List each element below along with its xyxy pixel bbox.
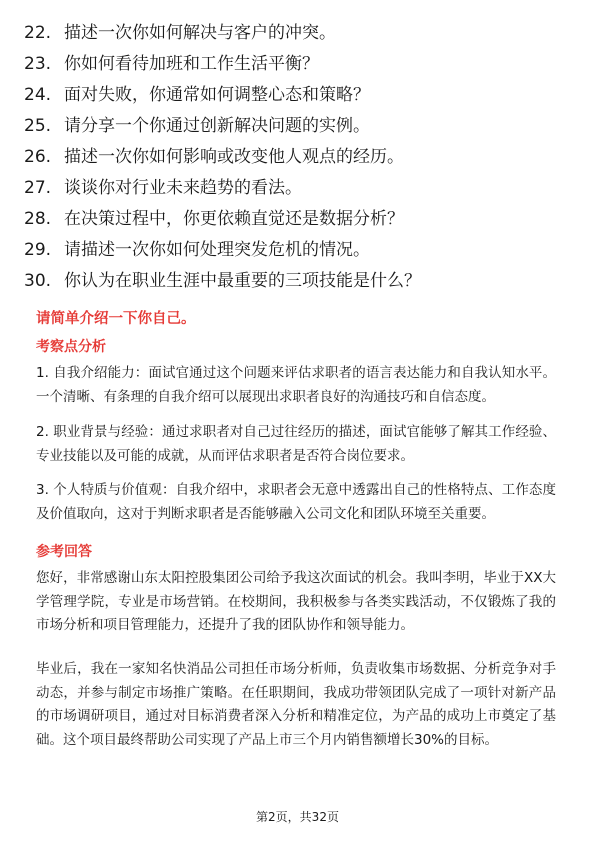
answer-heading: 参考回答: [36, 544, 92, 560]
intro-question-heading: 请简单介绍一下你自己。: [36, 311, 196, 327]
question-text: 谈谈你对行业未来趋势的看法。: [64, 178, 302, 198]
question-number: 29.: [24, 240, 52, 260]
question-item: [24, 146, 574, 177]
question-item: [24, 208, 574, 239]
question-number: 30.: [24, 271, 52, 291]
question-number: 24.: [24, 85, 52, 105]
question-item: [24, 84, 574, 115]
analysis-point: 3. 个人特质与价值观：自我介绍中，求职者会无意中透露出自己的性格特点、工作态度及价值取向，这对于判断求职者是否能够融入公司文化和团队环境至关重要。: [36, 482, 556, 522]
question-item: [24, 22, 574, 53]
question-item: [24, 53, 574, 84]
question-item: [24, 177, 574, 208]
question-text: 描述一次你如何解决与客户的冲突。: [64, 23, 336, 43]
question-text: 请分享一个你通过创新解决问题的实例。: [64, 116, 370, 136]
question-item: [24, 270, 574, 301]
question-text: 你认为在职业生涯中最重要的三项技能是什么？: [64, 271, 421, 291]
question-text: 在决策过程中，你更依赖直觉还是数据分析？: [64, 209, 404, 229]
question-number: 23.: [24, 54, 52, 74]
question-item: [24, 239, 574, 270]
question-text: 你如何看待加班和工作生活平衡？: [64, 54, 319, 74]
question-number: 28.: [24, 209, 52, 229]
question-text: 描述一次你如何影响或改变他人观点的经历。: [64, 147, 404, 167]
page-footer: 第2页，共32页: [256, 810, 339, 824]
question-item: [24, 115, 574, 146]
analysis-heading: 考察点分析: [36, 339, 106, 355]
analysis-point: 2. 职业背景与经验：通过求职者对自己过往经历的描述，面试官能够了解其工作经验、专业技能以及可能的成就，从而评估求职者是否符合岗位要求。: [36, 424, 556, 464]
question-text: 请描述一次你如何处理突发危机的情况。: [64, 240, 370, 260]
question-number: 25.: [24, 116, 52, 136]
question-number: 26.: [24, 147, 52, 167]
answer-paragraph: 您好，非常感谢山东太阳控股集团公司给予我这次面试的机会。我叫李明，毕业于XX大学管理学院，专业是市场营销。在校期间，我积极参与各类实践活动，不仅锻炼了我的市场分析和项目管理能力，还提升了我的团队协作和领导能力。: [36, 570, 556, 633]
answer-paragraph: 毕业后，我在一家知名快消品公司担任市场分析师，负责收集市场数据、分析竞争对手动态，并参与制定市场推广策略。在任职期间，我成功带领团队完成了一项针对新产品的市场调研项目，通过对目标消费者深入分析和精准定位，为产品的成功上市奠定了基础。这个项目最终帮助公司实现了产品上市三个月内销售额增长30%的目标。: [36, 661, 556, 748]
question-number: 27.: [24, 178, 52, 198]
question-list: [24, 22, 574, 301]
analysis-point: 1. 自我介绍能力：面试官通过这个问题来评估求职者的语言表达能力和自我认知水平。一个清晰、有条理的自我介绍可以展现出求职者良好的沟通技巧和自信态度。: [36, 365, 556, 405]
question-number: 22.: [24, 23, 52, 43]
question-text: 面对失败，你通常如何调整心态和策略？: [64, 85, 370, 105]
